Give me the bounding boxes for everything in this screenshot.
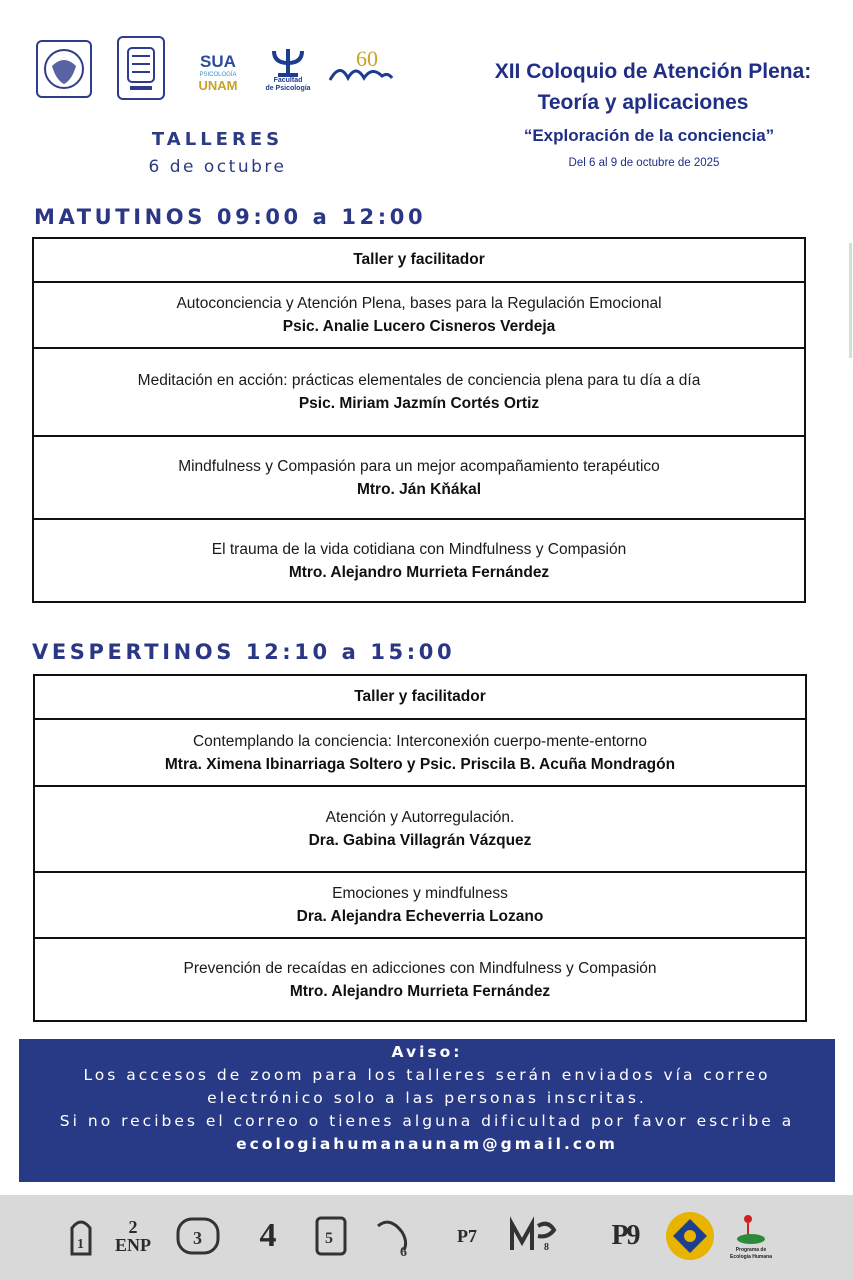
facilitador-name: Psic. Analie Lucero Cisneros Verdeja bbox=[282, 318, 556, 335]
svg-text:3: 3 bbox=[193, 1228, 202, 1248]
taller-name: Contemplando la conciencia: Interconexión cuerpo-mente-entorno bbox=[192, 732, 648, 750]
enp-1-graphic bbox=[68, 1214, 94, 1258]
enp-4-icon: 4 bbox=[259, 1217, 277, 1254]
event-dates: Del 6 al 9 de octubre de 2025 bbox=[568, 157, 720, 169]
table-header-row bbox=[33, 238, 805, 282]
facultad-psicologia-logo bbox=[258, 44, 318, 96]
fp-line1: Facultad bbox=[273, 77, 303, 84]
facilitador-name: Mtro. Ján Kňákal bbox=[356, 480, 482, 498]
footer-logos-bar bbox=[0, 1195, 853, 1280]
event-subtitle: “Exploración de la conciencia” bbox=[523, 126, 775, 145]
table-cell bbox=[33, 436, 805, 519]
vespertinos-table bbox=[33, 674, 807, 1022]
svg-text:8: 8 bbox=[544, 1242, 549, 1253]
taller-name: Atención y Autorregulación. bbox=[325, 809, 515, 826]
aviso-title: Aviso: bbox=[391, 1043, 463, 1061]
ecologia-line2: Ecología Humana bbox=[730, 1254, 772, 1260]
enp-6-graphic bbox=[374, 1214, 416, 1258]
aviso-line1: Los accesos de zoom para los talleres serán enviados vía correo bbox=[83, 1066, 771, 1084]
fes-seal-graphic bbox=[122, 42, 160, 94]
talleres-date: 6 de octubre bbox=[148, 157, 287, 177]
svg-text:5: 5 bbox=[325, 1230, 333, 1247]
enp-9-icon: P9 bbox=[611, 1220, 639, 1251]
table-header-row bbox=[34, 675, 806, 719]
table-cell bbox=[33, 348, 805, 436]
programa-ecologia-humana-icon bbox=[726, 1207, 776, 1267]
table-cell bbox=[34, 786, 806, 872]
table-cell bbox=[34, 872, 806, 938]
facilitador-name: Mtro. Alejandro Murrieta Fernández bbox=[288, 563, 550, 581]
enp-1-icon bbox=[66, 1213, 96, 1259]
matutinos-table bbox=[32, 237, 806, 603]
svg-text:6: 6 bbox=[400, 1245, 407, 1258]
table-cell bbox=[33, 519, 805, 602]
aviso-line2: electrónico solo a las personas inscritas. bbox=[207, 1089, 647, 1107]
taller-name: Prevención de recaídas en adicciones con Mindfulness y Compasión bbox=[183, 959, 657, 977]
vespertinos-heading: VESPERTINOS 12:10 a 15:00 bbox=[32, 640, 456, 664]
table-row bbox=[33, 348, 805, 436]
svg-text:1: 1 bbox=[77, 1237, 84, 1252]
fes-seal-icon bbox=[117, 36, 165, 100]
ecologia-line1: Programa de bbox=[735, 1247, 767, 1253]
taller-name: Mindfulness y Compasión para un mejor acompañamiento terapéutico bbox=[178, 457, 660, 475]
table-row bbox=[33, 519, 805, 602]
table-row bbox=[34, 719, 806, 786]
side-accent-bar bbox=[849, 243, 852, 358]
talleres-title: TALLERES bbox=[151, 129, 284, 150]
sua-logo-line3: UNAM bbox=[198, 77, 238, 93]
diamond-icon bbox=[664, 1209, 716, 1263]
taller-name: Emociones y mindfulness bbox=[332, 885, 508, 902]
facilitador-name: Dra. Alejandra Echeverria Lozano bbox=[296, 908, 544, 925]
column-header: Taller y facilitador bbox=[34, 675, 806, 719]
table-cell bbox=[34, 719, 806, 786]
enp-5-icon bbox=[314, 1213, 348, 1259]
taller-name: Meditación en acción: prácticas elementales de conciencia plena para tu día a día bbox=[137, 372, 701, 389]
event-title-line2: Teoría y aplicaciones bbox=[537, 91, 749, 114]
aviso-email[interactable]: ecologiahumanaunam@gmail.com bbox=[236, 1135, 618, 1153]
unam-seal-icon bbox=[36, 40, 92, 98]
facilitador-name: Mtra. Ximena Ibinarriaga Soltero y Psic. Priscila B. Acuña Mondragón bbox=[164, 755, 676, 773]
table-row bbox=[33, 282, 805, 348]
table-row bbox=[34, 786, 806, 872]
ecologia-graphic bbox=[734, 1213, 768, 1247]
enp-7-icon: P7 bbox=[457, 1225, 477, 1246]
sua-logo-line1: SUA bbox=[200, 51, 236, 71]
facilitador-name: Psic. Miriam Jazmín Cortés Ortiz bbox=[298, 395, 540, 412]
enp-8-icon bbox=[508, 1213, 560, 1259]
event-title-block bbox=[488, 56, 818, 172]
matutinos-heading: MATUTINOS 09:00 a 12:00 bbox=[34, 205, 427, 229]
table-row bbox=[34, 938, 806, 1021]
sua-logo-line2: PSICOLOGÍA bbox=[199, 71, 237, 78]
enp-3-graphic bbox=[175, 1216, 221, 1256]
enp-3-icon bbox=[175, 1213, 221, 1259]
sua-logo bbox=[194, 50, 242, 94]
enp-5-graphic bbox=[314, 1215, 348, 1257]
psi-icon bbox=[270, 47, 306, 77]
table-row bbox=[33, 436, 805, 519]
aviso-box bbox=[19, 1039, 835, 1182]
unam-seal-graphic bbox=[42, 46, 86, 92]
column-header: Taller y facilitador bbox=[33, 238, 805, 282]
aniversario-graphic bbox=[326, 42, 396, 94]
table-row bbox=[34, 872, 806, 938]
facilitador-name: Mtro. Alejandro Murrieta Fernández bbox=[289, 982, 551, 1000]
fp-line2: de Psicología bbox=[265, 85, 311, 92]
event-title-line1: XII Coloquio de Atención Plena: bbox=[494, 60, 812, 83]
aviso-line3: Si no recibes el correo o tienes alguna dificultad por favor escribe a bbox=[59, 1112, 795, 1130]
facilitador-name: Dra. Gabina Villagrán Vázquez bbox=[308, 832, 532, 849]
taller-name: Autoconciencia y Atención Plena, bases para la Regulación Emocional bbox=[176, 295, 662, 312]
enp-6-icon bbox=[374, 1213, 416, 1259]
aniversario-number: 60 bbox=[356, 46, 378, 71]
diamond-graphic bbox=[664, 1210, 716, 1262]
table-cell bbox=[33, 282, 805, 348]
aniversario-60-logo bbox=[326, 42, 396, 94]
enp-2-icon: 2 ENP bbox=[115, 1217, 151, 1255]
taller-name: El trauma de la vida cotidiana con Mindfulness y Compasión bbox=[211, 540, 627, 558]
table-cell bbox=[34, 938, 806, 1021]
enp-8-graphic bbox=[508, 1216, 560, 1256]
